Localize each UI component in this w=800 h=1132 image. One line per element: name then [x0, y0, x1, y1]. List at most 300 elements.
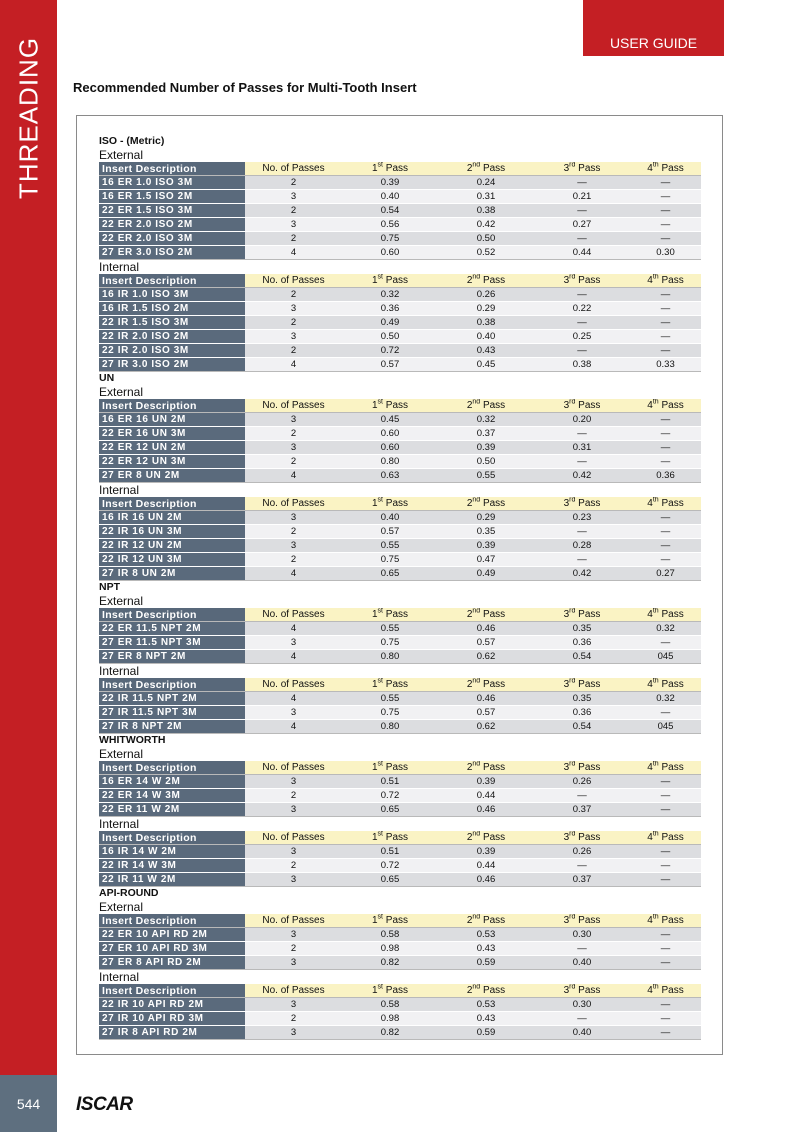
cell-value: 3 — [245, 190, 342, 204]
cell-value: 0.75 — [342, 232, 438, 246]
table-row — [99, 427, 701, 441]
column-header-description: Insert Description — [99, 914, 245, 928]
column-header-pass3 — [534, 761, 630, 775]
insert-description: 22 ER 11.5 NPT 2M — [99, 622, 245, 636]
cell-value: 4 — [245, 650, 342, 664]
column-header-description: Insert Description — [99, 608, 245, 622]
insert-description: 27 ER 11.5 NPT 3M — [99, 636, 245, 650]
ordinal-number: 3 — [563, 678, 570, 690]
cell-value: — — [534, 232, 630, 246]
cell-value: — — [534, 859, 630, 873]
cell-value: 0.72 — [342, 789, 438, 803]
cell-value: 0.63 — [342, 469, 438, 483]
cell-value: 4 — [245, 246, 342, 260]
pass-word: Pass — [578, 831, 601, 843]
cell-value: 0.35 — [534, 692, 630, 706]
cell-value: 0.55 — [342, 539, 438, 553]
column-header-pass4 — [630, 399, 701, 413]
insert-description: 22 ER 2.0 ISO 3M — [99, 232, 245, 246]
cell-value: 0.47 — [438, 553, 534, 567]
cell-value: 3 — [245, 956, 342, 970]
insert-description: 22 ER 1.5 ISO 3M — [99, 204, 245, 218]
pass-word: Pass — [661, 274, 684, 286]
column-header-description: Insert Description — [99, 399, 245, 413]
cell-value: — — [534, 1012, 630, 1026]
cell-value: — — [630, 288, 701, 302]
cell-value: 0.39 — [438, 845, 534, 859]
cell-value: 0.42 — [534, 567, 630, 581]
column-header-pass3 — [534, 831, 630, 845]
passes-table — [99, 761, 701, 817]
table-row — [99, 204, 701, 218]
insert-description: 22 IR 12 UN 3M — [99, 553, 245, 567]
cell-value: 3 — [245, 302, 342, 316]
cell-value: 0.54 — [342, 204, 438, 218]
cell-value: 4 — [245, 567, 342, 581]
table-header-row — [99, 608, 701, 622]
ordinal-suffix: nd — [472, 984, 481, 991]
section-title: ISO - (Metric) — [99, 135, 165, 147]
pass-word: Pass — [482, 608, 506, 620]
table-row — [99, 176, 701, 190]
cell-value: 0.59 — [438, 956, 534, 970]
page-title: Recommended Number of Passes for Multi-Tooth Insert — [73, 80, 417, 95]
cell-value: — — [534, 427, 630, 441]
pass-word: Pass — [385, 399, 409, 411]
cell-value: 4 — [245, 692, 342, 706]
cell-value: 3 — [245, 998, 342, 1012]
cell-value: — — [534, 204, 630, 218]
column-header-pass3 — [534, 497, 630, 511]
column-header-pass4 — [630, 984, 701, 998]
pass-word: Pass — [385, 608, 409, 620]
ordinal-suffix: st — [377, 608, 383, 615]
column-header-pass1 — [342, 678, 438, 692]
ordinal-number: 4 — [647, 761, 653, 773]
cell-value: 0.57 — [438, 636, 534, 650]
passes-table — [99, 608, 701, 664]
column-header-pass2 — [438, 914, 534, 928]
ordinal-number: 3 — [563, 984, 570, 996]
cell-value: 0.25 — [534, 330, 630, 344]
cell-value: — — [630, 775, 701, 789]
pass-word: Pass — [578, 497, 601, 509]
cell-value: 2 — [245, 553, 342, 567]
pass-word: Pass — [385, 761, 409, 773]
insert-description: 22 ER 2.0 ISO 2M — [99, 218, 245, 232]
cell-value: 0.45 — [342, 413, 438, 427]
cell-value: 3 — [245, 803, 342, 817]
cell-value: 0.60 — [342, 246, 438, 260]
ordinal-number: 2 — [466, 761, 473, 773]
cell-value: 0.30 — [534, 928, 630, 942]
cell-value: — — [534, 525, 630, 539]
cell-value: 2 — [245, 232, 342, 246]
cell-value: 0.46 — [438, 692, 534, 706]
passes-table — [99, 162, 701, 260]
insert-description: 16 IR 14 W 2M — [99, 845, 245, 859]
insert-description: 22 IR 2.0 ISO 3M — [99, 344, 245, 358]
ordinal-suffix: st — [377, 761, 383, 768]
cell-value: — — [630, 956, 701, 970]
table-row — [99, 288, 701, 302]
cell-value: — — [534, 553, 630, 567]
group-subtitle: External — [99, 148, 144, 162]
table-row — [99, 622, 701, 636]
ordinal-suffix: th — [652, 678, 659, 685]
cell-value: 0.54 — [534, 650, 630, 664]
column-header-pass2 — [438, 399, 534, 413]
pass-word: Pass — [578, 162, 601, 174]
column-header-description: Insert Description — [99, 162, 245, 176]
table-row — [99, 316, 701, 330]
ordinal-number: 1 — [371, 608, 378, 620]
column-header-passes: No. of Passes — [245, 761, 342, 775]
ordinal-suffix: nd — [472, 608, 481, 615]
cell-value: 0.23 — [534, 511, 630, 525]
cell-value: 3 — [245, 845, 342, 859]
cell-value: — — [630, 706, 701, 720]
group-subtitle: External — [99, 594, 144, 608]
ordinal-number: 4 — [647, 984, 653, 996]
cell-value: 0.40 — [534, 1026, 630, 1040]
pass-word: Pass — [578, 608, 601, 620]
ordinal-number: 2 — [466, 274, 473, 286]
table-header-row — [99, 984, 701, 998]
insert-description: 22 IR 11.5 NPT 2M — [99, 692, 245, 706]
cell-value: 0.36 — [630, 469, 701, 483]
cell-value: 0.72 — [342, 859, 438, 873]
insert-description: 27 ER 3.0 ISO 2M — [99, 246, 245, 260]
passes-table — [99, 678, 701, 734]
pass-word: Pass — [482, 399, 506, 411]
table-row — [99, 775, 701, 789]
cell-value: 0.32 — [438, 413, 534, 427]
ordinal-suffix: nd — [472, 761, 481, 768]
table-header-row — [99, 497, 701, 511]
cell-value: 2 — [245, 1012, 342, 1026]
table-row — [99, 218, 701, 232]
table-row — [99, 302, 701, 316]
cell-value: 0.36 — [534, 636, 630, 650]
cell-value: 0.30 — [534, 998, 630, 1012]
cell-value: 0.35 — [438, 525, 534, 539]
cell-value: 2 — [245, 427, 342, 441]
cell-value: — — [630, 302, 701, 316]
cell-value: 0.21 — [534, 190, 630, 204]
table-row — [99, 706, 701, 720]
cell-value: 0.31 — [438, 190, 534, 204]
table-row — [99, 1026, 701, 1040]
table-row — [99, 789, 701, 803]
insert-description: 16 ER 1.0 ISO 3M — [99, 176, 245, 190]
cell-value: — — [630, 413, 701, 427]
column-header-pass4 — [630, 761, 701, 775]
ordinal-number: 4 — [647, 608, 653, 620]
ordinal-suffix: th — [652, 761, 659, 768]
pass-word: Pass — [385, 914, 409, 926]
cell-value: 0.44 — [534, 246, 630, 260]
cell-value: 0.58 — [342, 928, 438, 942]
cell-value: 2 — [245, 288, 342, 302]
ordinal-number: 4 — [647, 399, 653, 411]
cell-value: 0.29 — [438, 302, 534, 316]
ordinal-number: 1 — [371, 497, 378, 509]
passes-table — [99, 831, 701, 887]
cell-value: 2 — [245, 204, 342, 218]
table-header-row — [99, 914, 701, 928]
cell-value: 0.39 — [438, 539, 534, 553]
cell-value: 0.82 — [342, 1026, 438, 1040]
passes-table — [99, 914, 701, 970]
section-title: UN — [99, 372, 115, 384]
cell-value: 0.57 — [342, 525, 438, 539]
group-subtitle: Internal — [99, 664, 140, 678]
column-header-pass3 — [534, 678, 630, 692]
cell-value: 3 — [245, 413, 342, 427]
cell-value: 0.24 — [438, 176, 534, 190]
cell-value: 0.44 — [438, 859, 534, 873]
cell-value: 0.26 — [534, 845, 630, 859]
cell-value: 0.98 — [342, 1012, 438, 1026]
cell-value: 0.80 — [342, 720, 438, 734]
table-row — [99, 469, 701, 483]
column-header-pass4 — [630, 831, 701, 845]
column-header-pass1 — [342, 162, 438, 176]
cell-value: 3 — [245, 775, 342, 789]
table-row — [99, 803, 701, 817]
pass-word: Pass — [482, 274, 506, 286]
cell-value: 0.55 — [342, 622, 438, 636]
cell-value: 0.62 — [438, 720, 534, 734]
column-header-pass4 — [630, 274, 701, 288]
cell-value: — — [630, 455, 701, 469]
ordinal-number: 2 — [466, 831, 473, 843]
pass-word: Pass — [482, 678, 506, 690]
cell-value: 0.31 — [534, 441, 630, 455]
column-header-passes: No. of Passes — [245, 608, 342, 622]
cell-value: — — [630, 218, 701, 232]
column-header-pass4 — [630, 678, 701, 692]
ordinal-number: 2 — [466, 162, 473, 174]
pass-word: Pass — [482, 831, 506, 843]
cell-value: 0.40 — [342, 190, 438, 204]
cell-value: 0.65 — [342, 873, 438, 887]
table-header-row — [99, 274, 701, 288]
column-header-pass2 — [438, 678, 534, 692]
cell-value: 3 — [245, 539, 342, 553]
ordinal-number: 1 — [371, 399, 378, 411]
cell-value: 0.32 — [342, 288, 438, 302]
ordinal-suffix: st — [377, 162, 383, 169]
cell-value: 0.50 — [342, 330, 438, 344]
cell-value: 0.38 — [438, 204, 534, 218]
insert-description: 27 IR 10 API RD 3M — [99, 1012, 245, 1026]
cell-value: 0.57 — [438, 706, 534, 720]
cell-value: — — [630, 1012, 701, 1026]
table-row — [99, 441, 701, 455]
cell-value: 0.27 — [534, 218, 630, 232]
cell-value: 0.57 — [342, 358, 438, 372]
cell-value: 2 — [245, 525, 342, 539]
pass-word: Pass — [661, 608, 684, 620]
pass-word: Pass — [385, 274, 409, 286]
cell-value: 3 — [245, 706, 342, 720]
cell-value: — — [534, 176, 630, 190]
cell-value: 0.75 — [342, 636, 438, 650]
cell-value: 0.26 — [438, 288, 534, 302]
insert-description: 22 ER 11 W 2M — [99, 803, 245, 817]
insert-description: 27 ER 8 NPT 2M — [99, 650, 245, 664]
ordinal-suffix: rd — [569, 831, 576, 838]
insert-description: 16 ER 1.5 ISO 2M — [99, 190, 245, 204]
cell-value: 3 — [245, 873, 342, 887]
cell-value: 0.55 — [342, 692, 438, 706]
column-header-description: Insert Description — [99, 497, 245, 511]
ordinal-suffix: rd — [569, 497, 576, 504]
group-subtitle: Internal — [99, 970, 140, 984]
insert-description: 27 IR 8 UN 2M — [99, 567, 245, 581]
ordinal-suffix: st — [377, 399, 383, 406]
cell-value: 0.35 — [534, 622, 630, 636]
table-header-row — [99, 761, 701, 775]
cell-value: — — [630, 553, 701, 567]
column-header-description: Insert Description — [99, 678, 245, 692]
pass-word: Pass — [578, 274, 601, 286]
ordinal-suffix: st — [377, 678, 383, 685]
table-header-row — [99, 678, 701, 692]
insert-description: 22 IR 14 W 3M — [99, 859, 245, 873]
cell-value: 0.53 — [438, 928, 534, 942]
cell-value: 3 — [245, 441, 342, 455]
pass-word: Pass — [578, 761, 601, 773]
column-header-passes: No. of Passes — [245, 831, 342, 845]
column-header-description: Insert Description — [99, 984, 245, 998]
column-header-passes: No. of Passes — [245, 914, 342, 928]
cell-value: — — [630, 525, 701, 539]
ordinal-number: 1 — [371, 678, 378, 690]
cell-value: — — [534, 455, 630, 469]
cell-value: 0.28 — [534, 539, 630, 553]
column-header-pass1 — [342, 831, 438, 845]
ordinal-number: 3 — [563, 162, 570, 174]
cell-value: 0.39 — [342, 176, 438, 190]
cell-value: 0.32 — [630, 622, 701, 636]
ordinal-number: 2 — [466, 914, 473, 926]
insert-description: 27 IR 11.5 NPT 3M — [99, 706, 245, 720]
column-header-pass4 — [630, 914, 701, 928]
ordinal-number: 4 — [647, 914, 653, 926]
ordinal-number: 3 — [563, 761, 570, 773]
cell-value: 4 — [245, 622, 342, 636]
table-row — [99, 720, 701, 734]
cell-value: 0.26 — [534, 775, 630, 789]
column-header-pass2 — [438, 984, 534, 998]
pass-word: Pass — [661, 162, 684, 174]
column-header-pass1 — [342, 761, 438, 775]
table-row — [99, 539, 701, 553]
cell-value: 0.50 — [438, 232, 534, 246]
cell-value: 045 — [630, 650, 701, 664]
insert-description: 22 IR 11 W 2M — [99, 873, 245, 887]
column-header-pass1 — [342, 274, 438, 288]
cell-value: 0.60 — [342, 427, 438, 441]
ordinal-suffix: nd — [472, 399, 481, 406]
cell-value: 0.38 — [438, 316, 534, 330]
cell-value: — — [534, 789, 630, 803]
cell-value: — — [534, 316, 630, 330]
cell-value: — — [630, 873, 701, 887]
passes-table — [99, 984, 701, 1040]
cell-value: 0.42 — [438, 218, 534, 232]
cell-value: 0.62 — [438, 650, 534, 664]
column-header-pass2 — [438, 761, 534, 775]
cell-value: 0.39 — [438, 441, 534, 455]
cell-value: 0.53 — [438, 998, 534, 1012]
ordinal-suffix: rd — [569, 984, 576, 991]
table-row — [99, 873, 701, 887]
column-header-pass2 — [438, 497, 534, 511]
cell-value: 0.40 — [438, 330, 534, 344]
ordinal-suffix: rd — [569, 678, 576, 685]
cell-value: 0.38 — [534, 358, 630, 372]
cell-value: 0.59 — [438, 1026, 534, 1040]
cell-value: 0.49 — [342, 316, 438, 330]
cell-value: 0.33 — [630, 358, 701, 372]
column-header-pass2 — [438, 274, 534, 288]
pass-word: Pass — [661, 678, 684, 690]
cell-value: 0.50 — [438, 455, 534, 469]
cell-value: 0.80 — [342, 455, 438, 469]
sidebar-title: THREADING — [13, 36, 44, 200]
insert-description: 22 IR 1.5 ISO 3M — [99, 316, 245, 330]
ordinal-suffix: th — [652, 914, 659, 921]
ordinal-number: 1 — [371, 914, 378, 926]
table-row — [99, 511, 701, 525]
insert-description: 22 ER 14 W 3M — [99, 789, 245, 803]
insert-description: 16 IR 1.0 ISO 3M — [99, 288, 245, 302]
group-subtitle: Internal — [99, 483, 140, 497]
pass-word: Pass — [482, 761, 506, 773]
ordinal-suffix: th — [652, 274, 659, 281]
pass-word: Pass — [661, 761, 684, 773]
pass-word: Pass — [578, 678, 601, 690]
cell-value: 0.65 — [342, 803, 438, 817]
sidebar — [0, 0, 57, 1075]
cell-value: — — [630, 928, 701, 942]
ordinal-suffix: th — [652, 399, 659, 406]
brand-logo: ISCAR — [76, 1094, 133, 1115]
column-header-pass3 — [534, 162, 630, 176]
pass-word: Pass — [385, 497, 409, 509]
column-header-pass3 — [534, 984, 630, 998]
cell-value: 0.98 — [342, 942, 438, 956]
cell-value: — — [534, 942, 630, 956]
pass-word: Pass — [482, 984, 506, 996]
cell-value: — — [630, 636, 701, 650]
ordinal-number: 1 — [371, 984, 378, 996]
ordinal-number: 2 — [466, 608, 473, 620]
table-row — [99, 344, 701, 358]
pass-word: Pass — [385, 984, 409, 996]
passes-table — [99, 399, 701, 483]
pass-word: Pass — [482, 914, 506, 926]
cell-value: 0.55 — [438, 469, 534, 483]
column-header-description: Insert Description — [99, 274, 245, 288]
cell-value: 0.46 — [438, 873, 534, 887]
cell-value: — — [630, 232, 701, 246]
ordinal-number: 4 — [647, 831, 653, 843]
